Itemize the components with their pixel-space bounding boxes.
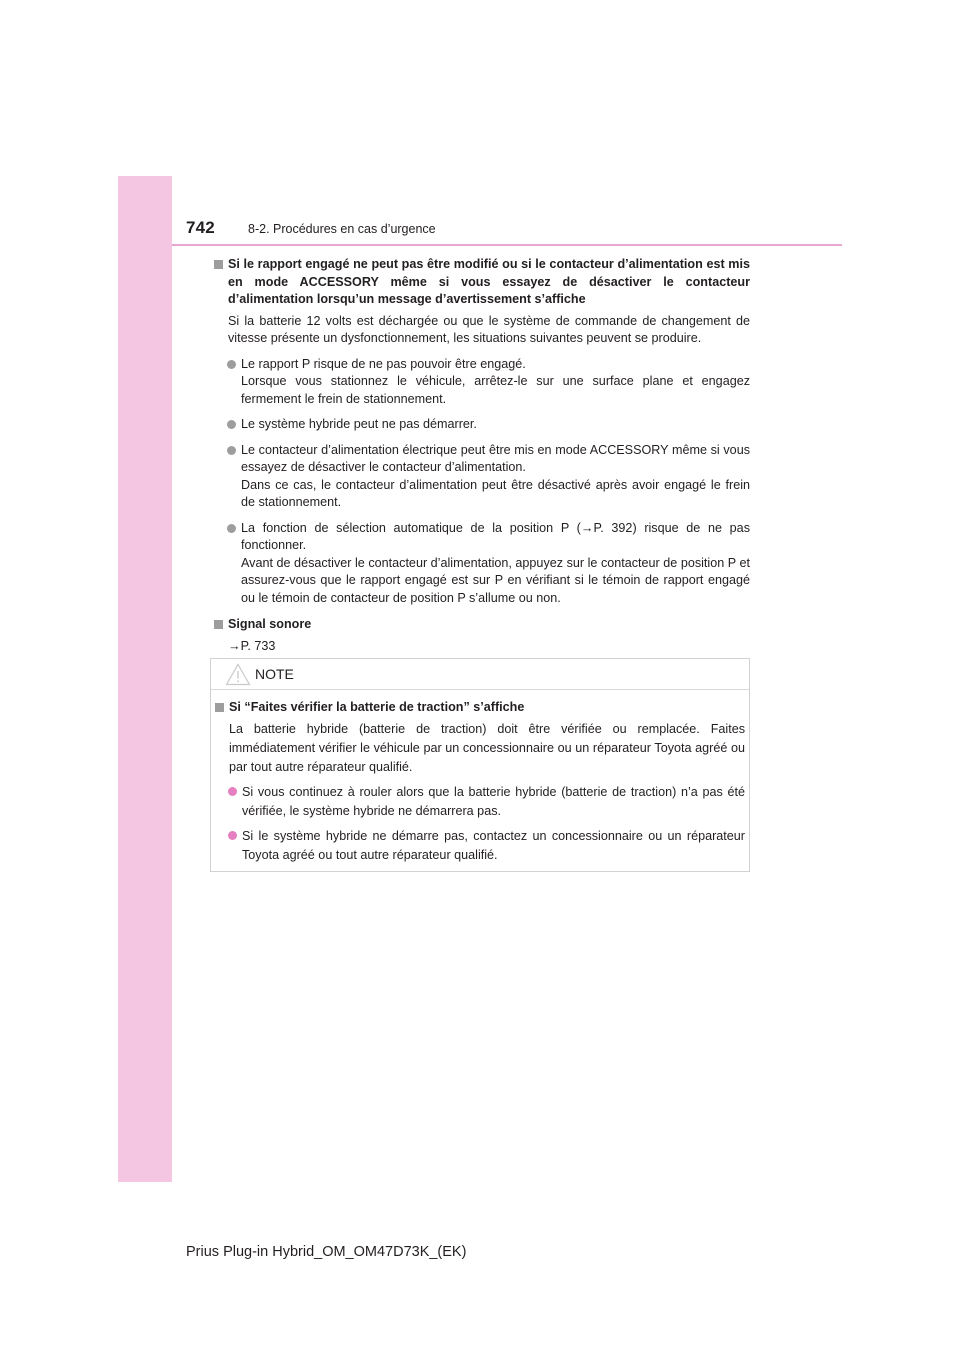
header-rule	[172, 244, 842, 246]
main-content	[214, 256, 750, 655]
page-number: 742	[186, 218, 215, 237]
section-title: 8-2. Procédures en cas d’urgence	[248, 222, 436, 236]
list-item	[214, 356, 750, 409]
list-item-text: Le système hybride peut ne pas démarrer.	[241, 417, 477, 431]
list-item	[215, 827, 745, 865]
footer-manual-id: Prius Plug-in Hybrid_OM_OM47D73K_(EK)	[186, 1244, 467, 1260]
chapter-side-band	[118, 176, 172, 1182]
list-item	[215, 783, 745, 821]
round-bullet-icon	[227, 360, 236, 369]
list-item-text: Le rapport P risque de ne pas pouvoir être engagé.	[241, 356, 526, 371]
note-box	[210, 658, 750, 872]
section-heading-text: Si le rapport engagé ne peut pas être modifié ou si le contacteur d’alimentation est mis en mode ACCESSORY même si vous essayez de désactiver le contacteur d’alimentation lorsqu’un message d’avertissement s’affiche	[228, 257, 750, 306]
note-heading	[215, 699, 745, 717]
list-item	[214, 520, 750, 608]
list-item	[214, 416, 750, 434]
round-bullet-icon	[227, 524, 236, 533]
round-bullet-icon	[228, 831, 237, 840]
list-item-text: La fonction de sélection automatique de la position P (→P. 392) risque de ne pas fonctionner.	[241, 520, 750, 552]
section-heading-text: Signal sonore	[228, 617, 312, 631]
square-bullet-icon	[214, 260, 223, 269]
section-heading	[214, 256, 750, 309]
note-body	[215, 699, 745, 865]
page-reference: →P. 733	[228, 638, 276, 653]
list-item-detail: Dans ce cas, le contacteur d’alimentation peut être désactivé après avoir engagé le frein de stationnement.	[241, 477, 750, 509]
square-bullet-icon	[215, 703, 224, 712]
list-item-detail: Lorsque vous stationnez le véhicule, arrêtez-le sur une surface plane et engagez fermement le frein de stationnement.	[241, 374, 750, 406]
note-heading-text: Si “Faites vérifier la batterie de traction” s’affiche	[229, 700, 525, 714]
square-bullet-icon	[214, 620, 223, 629]
note-header	[211, 659, 749, 690]
section-intro: Si la batterie 12 volts est déchargée ou que le système de commande de changement de vitesse présente un dysfonctionnement, les situations suivantes peuvent se produire.	[228, 313, 750, 345]
note-label: NOTE	[255, 666, 294, 682]
round-bullet-icon	[227, 420, 236, 429]
section-heading	[214, 616, 750, 634]
list-item-detail: Avant de désactiver le contacteur d’alimentation, appuyez sur le contacteur de position P et assurez-vous que le rapport engagé est sur P en vérifiant si le témoin de rapport engagé ou le témoin de contacteur de position P s’allume ou non.	[241, 555, 750, 605]
round-bullet-icon	[227, 446, 236, 455]
note-text: La batterie hybride (batterie de traction) doit être vérifiée ou remplacée. Faites immédiatement vérifier le véhicule par un concessionnaire ou un réparateur Toyota agréé ou par tout autre réparateur qualifié.	[229, 721, 745, 774]
round-bullet-icon	[228, 787, 237, 796]
warning-triangle-icon	[225, 663, 251, 686]
list-item-text: Si vous continuez à rouler alors que la batterie hybride (batterie de traction) n’a pas été vérifiée, le système hybride ne démarrera pas.	[242, 784, 745, 818]
list-item	[214, 442, 750, 512]
list-item-text: Si le système hybride ne démarre pas, contactez un concessionnaire ou un réparateur Toyota agréé ou tout autre réparateur qualifié.	[242, 828, 745, 862]
list-item-text: Le contacteur d’alimentation électrique peut être mis en mode ACCESSORY même si vous essayez de désactiver le contacteur d’alimentation.	[241, 442, 750, 474]
